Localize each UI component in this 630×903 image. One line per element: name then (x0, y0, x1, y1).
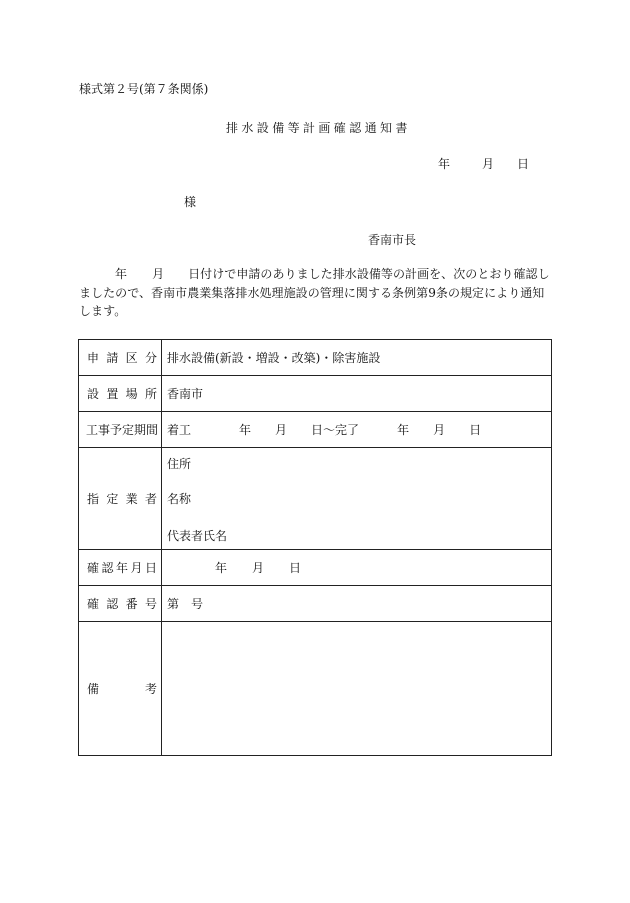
body-year: 年 (115, 267, 128, 281)
row-value-application-type: 排水設備(新設・増設・改築)・除害施設 (162, 340, 552, 376)
confirmation-table (78, 339, 552, 756)
date-month: 月 (482, 157, 495, 171)
body-month: 月 (152, 267, 165, 281)
row-value-confirmation-date: 年 月 日 (162, 550, 552, 586)
contractor-address-label: 住所 (167, 457, 192, 471)
row-label-application-type: 申請区分 (87, 351, 157, 365)
row-label-contractor: 指定業者 (87, 492, 157, 506)
table-row (79, 412, 552, 448)
row-label-remarks: 備考 (87, 682, 157, 696)
table-row (79, 376, 552, 412)
body-paragraph: 日付けで申請のありました排水設備等の計画を、次のとおり確認しましたので、香南市農業集落排水処理施設の管理に関する条例第9条の規定により通知します。 (79, 267, 550, 318)
row-label-location: 設置場所 (87, 387, 157, 401)
issuer: 香南市長 (368, 233, 417, 247)
row-value-remarks (162, 622, 552, 756)
form-number: 様式第２号(第７条関係) (79, 82, 209, 96)
contractor-representative-label: 代表者氏名 (167, 529, 228, 543)
table-row (79, 340, 552, 376)
row-value-construction-period: 着工 年 月 日〜完了 年 月 日 (162, 412, 552, 448)
date-line (438, 155, 529, 172)
table-row (79, 622, 552, 756)
row-value-location: 香南市 (162, 376, 552, 412)
date-year: 年 (438, 157, 451, 171)
row-label-construction-period: 工事予定期間 (86, 423, 159, 437)
date-day: 日 (517, 157, 530, 171)
row-label-confirmation-date: 確認年月日 (87, 561, 157, 575)
row-value-confirmation-number: 第 号 (162, 586, 552, 622)
contractor-name-label: 名称 (167, 492, 192, 506)
table-row (79, 586, 552, 622)
row-value-contractor (162, 448, 552, 550)
table-row (79, 448, 552, 550)
body-text (79, 265, 554, 321)
row-label-confirmation-number: 確認番号 (87, 597, 157, 611)
addressee: 様 (184, 195, 197, 209)
table-row (79, 550, 552, 586)
document-title: 排水設備等計画確認通知書 (226, 121, 411, 135)
